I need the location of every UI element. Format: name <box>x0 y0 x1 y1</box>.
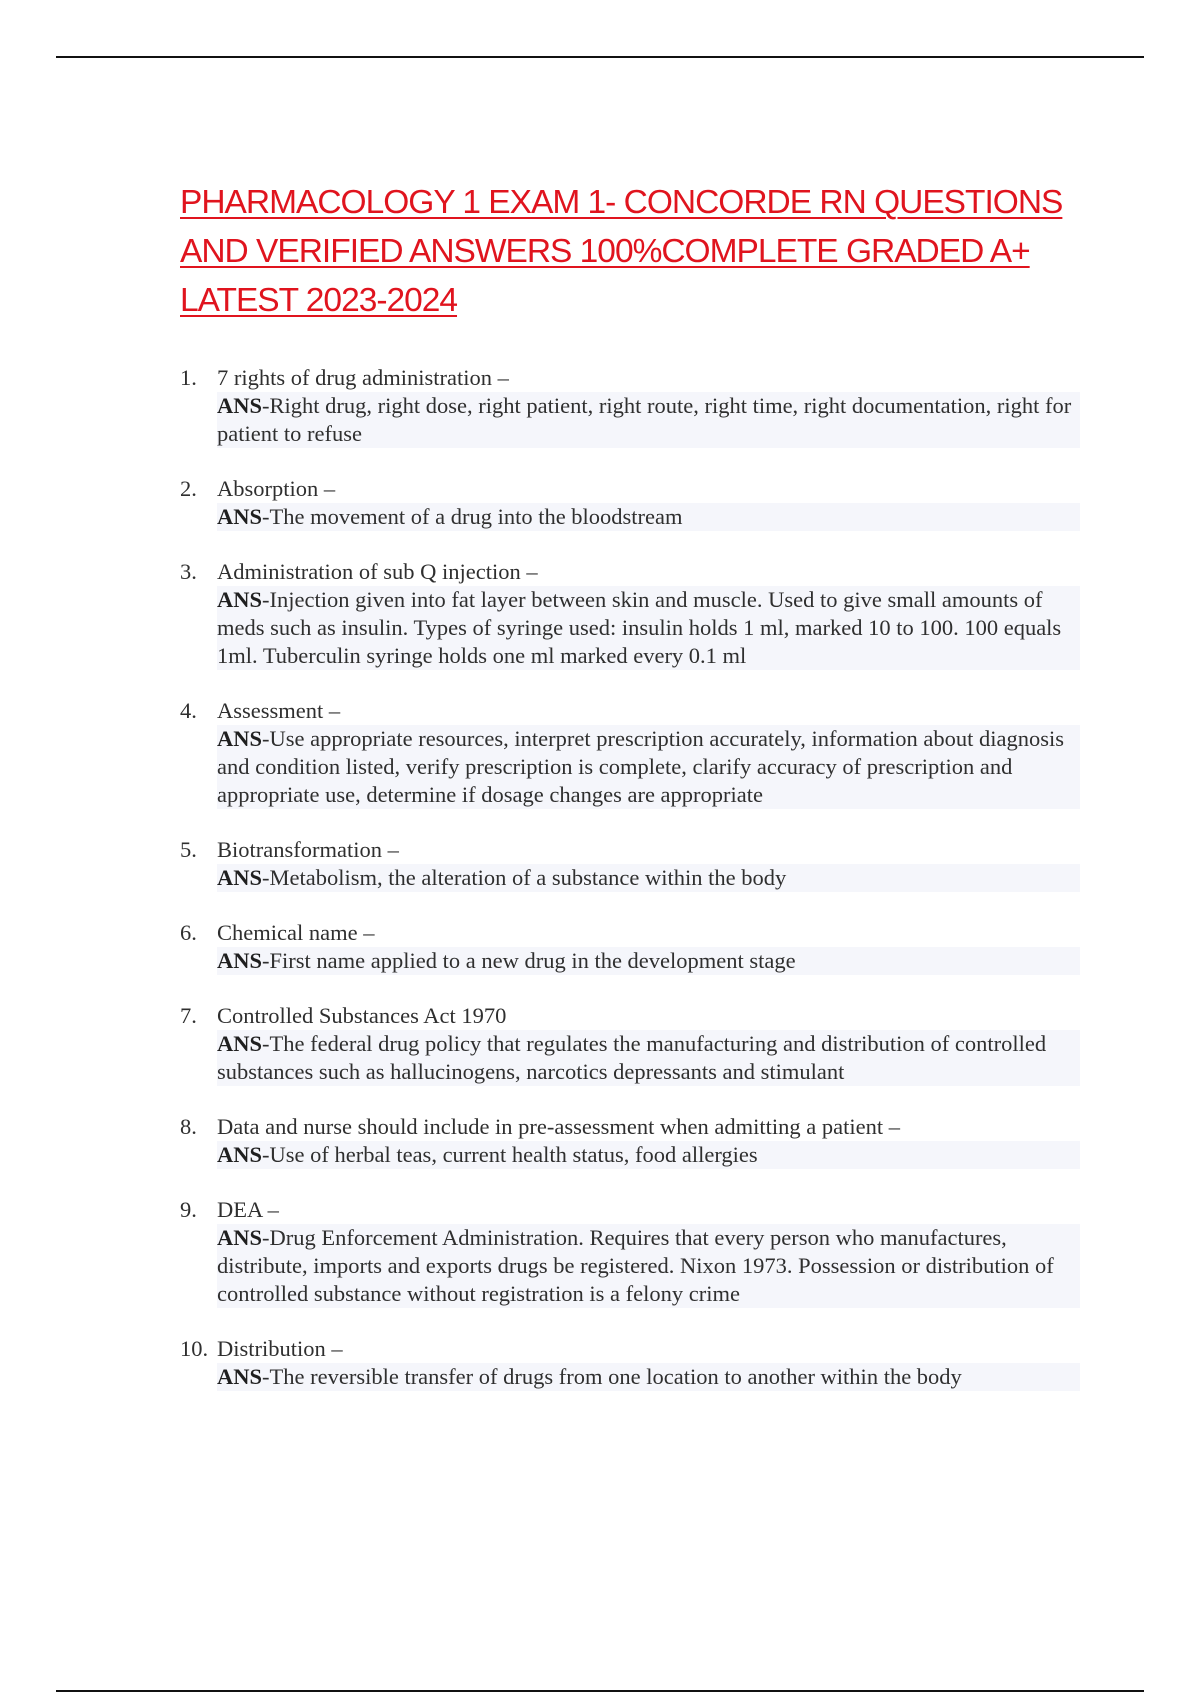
item-body <box>217 475 1080 531</box>
header-rule <box>56 56 1144 58</box>
answer-prefix: ANS <box>217 1364 263 1389</box>
answer-text: -Injection given into fat layer between skin and muscle. Used to give small amounts of meds such as insulin. Types of syringe used: insulin holds 1 ml, marked 10 to 100. 100 equals 1ml. Tuberculin syringe holds one ml marked every 0.1 ml <box>217 587 1062 668</box>
footer-rule <box>56 1690 1144 1692</box>
answer-prefix: ANS <box>217 393 263 418</box>
item-number: 8. <box>180 1114 197 1139</box>
item-question: Distribution – <box>217 1336 343 1361</box>
list-item <box>180 475 1080 531</box>
item-body <box>217 558 1080 670</box>
item-body <box>217 836 1080 892</box>
item-question: Controlled Substances Act 1970 <box>217 1003 507 1028</box>
item-question: Absorption – <box>217 476 336 501</box>
item-answer <box>217 1030 1080 1086</box>
answer-prefix: ANS <box>217 587 263 612</box>
item-number: 3. <box>180 559 197 584</box>
item-number: 7. <box>180 1003 197 1028</box>
item-question: Chemical name – <box>217 920 375 945</box>
item-number: 4. <box>180 698 197 723</box>
item-answer <box>217 503 1080 531</box>
list-item <box>180 836 1080 892</box>
item-answer <box>217 1363 1080 1391</box>
item-number: 10. <box>180 1336 209 1361</box>
item-number: 6. <box>180 920 197 945</box>
document-title: PHARMACOLOGY 1 EXAM 1- CONCORDE RN QUESTIONS AND VERIFIED ANSWERS 100%COMPLETE GRADED A+ LATEST 2023-2024 <box>180 184 1063 319</box>
answer-prefix: ANS <box>217 504 263 529</box>
item-answer <box>217 864 1080 892</box>
item-answer <box>217 1224 1080 1308</box>
item-number: 9. <box>180 1197 197 1222</box>
answer-prefix: ANS <box>217 1142 263 1167</box>
answer-prefix: ANS <box>217 1031 263 1056</box>
answer-prefix: ANS <box>217 865 263 890</box>
item-number: 1. <box>180 365 197 390</box>
item-question: Assessment – <box>217 698 341 723</box>
item-question: DEA – <box>217 1197 279 1222</box>
list-item <box>180 1113 1080 1169</box>
item-body <box>217 919 1080 975</box>
qa-list <box>180 364 1080 1391</box>
answer-prefix: ANS <box>217 1225 263 1250</box>
item-body <box>217 364 1080 448</box>
answer-text: -Use of herbal teas, current health status, food allergies <box>262 1142 758 1167</box>
item-question: Administration of sub Q injection – <box>217 559 538 584</box>
item-question: 7 rights of drug administration – <box>217 365 509 390</box>
item-body <box>217 1002 1080 1086</box>
answer-text: -The movement of a drug into the bloodstream <box>262 504 683 529</box>
list-item <box>180 1002 1080 1086</box>
answer-text: -Use appropriate resources, interpret prescription accurately, information about diagnosis and condition listed, verify prescription is complete, clarify accuracy of prescription and appropriate use, determine if dosage changes are appropriate <box>217 726 1065 807</box>
item-body <box>217 1335 1080 1391</box>
answer-text: -Metabolism, the alteration of a substance within the body <box>262 865 787 890</box>
item-answer <box>217 1141 1080 1169</box>
list-item <box>180 1196 1080 1308</box>
answer-prefix: ANS <box>217 726 263 751</box>
answer-text: -Drug Enforcement Administration. Requires that every person who manufactures, distribute, imports and exports drugs be registered. Nixon 1973. Possession or distribution of controlled substance without registration is a felony crime <box>217 1225 1054 1306</box>
item-question: Biotransformation – <box>217 837 399 862</box>
item-body <box>217 1196 1080 1308</box>
list-item <box>180 364 1080 448</box>
item-body <box>217 697 1080 809</box>
answer-text: -First name applied to a new drug in the development stage <box>262 948 796 973</box>
item-number: 5. <box>180 837 197 862</box>
item-question: Data and nurse should include in pre-assessment when admitting a patient – <box>217 1114 900 1139</box>
item-answer <box>217 947 1080 975</box>
list-item <box>180 919 1080 975</box>
list-item <box>180 697 1080 809</box>
item-answer <box>217 586 1080 670</box>
item-body <box>217 1113 1080 1169</box>
item-number: 2. <box>180 476 197 501</box>
list-item <box>180 1335 1080 1391</box>
answer-prefix: ANS <box>217 948 263 973</box>
list-item <box>180 558 1080 670</box>
document-page <box>180 178 1080 1418</box>
answer-text: -The federal drug policy that regulates the manufacturing and distribution of controlled substances such as hallucinogens, narcotics depressants and stimulant <box>217 1031 1047 1084</box>
item-answer <box>217 392 1080 448</box>
answer-text: -The reversible transfer of drugs from one location to another within the body <box>262 1364 962 1389</box>
item-answer <box>217 725 1080 809</box>
answer-text: -Right drug, right dose, right patient, right route, right time, right documentation, right for patient to refuse <box>217 393 1072 446</box>
